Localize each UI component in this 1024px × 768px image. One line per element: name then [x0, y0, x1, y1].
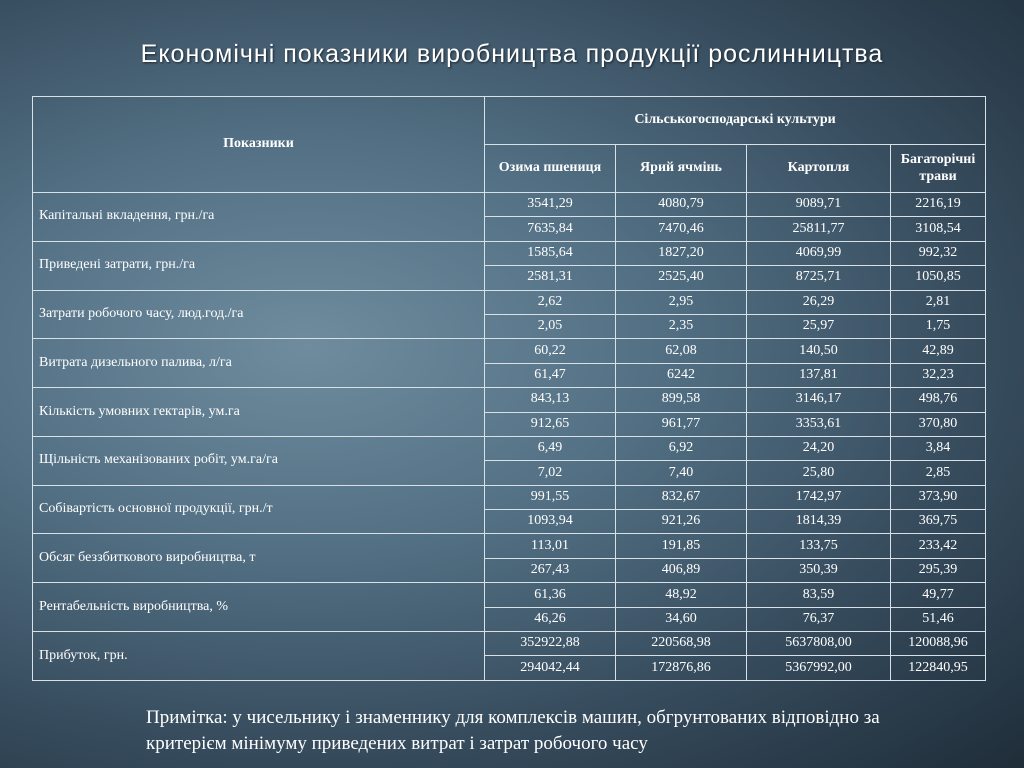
value-cell: 406,89 — [616, 558, 747, 582]
table-row — [33, 290, 986, 314]
table-row — [33, 388, 986, 412]
value-cell: 8725,71 — [747, 266, 891, 290]
value-cell: 912,65 — [485, 412, 616, 436]
indicator-label: Обсяг беззбиткового виробництва, т — [33, 534, 485, 583]
value-cell: 1,75 — [891, 314, 986, 338]
value-cell: 140,50 — [747, 339, 891, 363]
value-cell: 61,36 — [485, 583, 616, 607]
value-cell: 83,59 — [747, 583, 891, 607]
indicator-label: Прибуток, грн. — [33, 632, 485, 681]
value-cell: 961,77 — [616, 412, 747, 436]
value-cell: 9089,71 — [747, 193, 891, 217]
value-cell: 191,85 — [616, 534, 747, 558]
value-cell: 76,37 — [747, 607, 891, 631]
table-row — [33, 485, 986, 509]
indicator-label: Приведені затрати, грн./га — [33, 241, 485, 290]
table-row — [33, 436, 986, 460]
value-cell: 133,75 — [747, 534, 891, 558]
value-cell: 233,42 — [891, 534, 986, 558]
value-cell: 32,23 — [891, 363, 986, 387]
value-cell: 48,92 — [616, 583, 747, 607]
value-cell: 1093,94 — [485, 510, 616, 534]
value-cell: 61,47 — [485, 363, 616, 387]
table-row — [33, 583, 986, 607]
value-cell: 62,08 — [616, 339, 747, 363]
value-cell: 2,05 — [485, 314, 616, 338]
table-row — [33, 339, 986, 363]
value-cell: 899,58 — [616, 388, 747, 412]
value-cell: 1827,20 — [616, 241, 747, 265]
value-cell: 3146,17 — [747, 388, 891, 412]
value-cell: 3353,61 — [747, 412, 891, 436]
value-cell: 120088,96 — [891, 632, 986, 656]
value-cell: 25,80 — [747, 461, 891, 485]
value-cell: 113,01 — [485, 534, 616, 558]
value-cell: 46,26 — [485, 607, 616, 631]
value-cell: 172876,86 — [616, 656, 747, 681]
indicator-label: Капітальні вкладення, грн./га — [33, 193, 485, 242]
value-cell: 3108,54 — [891, 217, 986, 241]
value-cell: 4069,99 — [747, 241, 891, 265]
indicator-label: Рентабельність виробництва, % — [33, 583, 485, 632]
footnote: Примітка: у чисельнику і знаменнику для комплексів машин, обгрунтованих відповідно за критерієм мінімуму приведених витрат і затрат робочого часу — [146, 707, 880, 754]
crops-group-header: Сільськогосподарські культури — [485, 97, 986, 145]
value-cell: 137,81 — [747, 363, 891, 387]
value-cell: 2,35 — [616, 314, 747, 338]
crop-header: Озима пшениця — [485, 145, 616, 193]
value-cell: 7635,84 — [485, 217, 616, 241]
value-cell: 350,39 — [747, 558, 891, 582]
indicator-label: Кількість умовних гектарів, ум.га — [33, 388, 485, 437]
value-cell: 498,76 — [891, 388, 986, 412]
value-cell: 370,80 — [891, 412, 986, 436]
indicator-label: Витрата дизельного палива, л/га — [33, 339, 485, 388]
value-cell: 992,32 — [891, 241, 986, 265]
value-cell: 2,95 — [616, 290, 747, 314]
value-cell: 267,43 — [485, 558, 616, 582]
value-cell: 7,40 — [616, 461, 747, 485]
value-cell: 60,22 — [485, 339, 616, 363]
value-cell: 7470,46 — [616, 217, 747, 241]
crop-header: Ярий ячмінь — [616, 145, 747, 193]
value-cell: 2525,40 — [616, 266, 747, 290]
table-row — [33, 632, 986, 656]
economic-indicators-table — [32, 96, 986, 681]
indicator-label: Собівартість основної продукції, грн./т — [33, 485, 485, 534]
value-cell: 6,92 — [616, 436, 747, 460]
table-header — [33, 97, 986, 193]
value-cell: 1742,97 — [747, 485, 891, 509]
value-cell: 2,62 — [485, 290, 616, 314]
value-cell: 220568,98 — [616, 632, 747, 656]
crop-header: Багаторічні трави — [891, 145, 986, 193]
value-cell: 843,13 — [485, 388, 616, 412]
value-cell: 34,60 — [616, 607, 747, 631]
value-cell: 921,26 — [616, 510, 747, 534]
value-cell: 2,81 — [891, 290, 986, 314]
value-cell: 51,46 — [891, 607, 986, 631]
table-row — [33, 241, 986, 265]
value-cell: 294042,44 — [485, 656, 616, 681]
value-cell: 352922,88 — [485, 632, 616, 656]
value-cell: 1814,39 — [747, 510, 891, 534]
value-cell: 6,49 — [485, 436, 616, 460]
value-cell: 5637808,00 — [747, 632, 891, 656]
value-cell: 991,55 — [485, 485, 616, 509]
slide-title: Економічні показники виробництва продукції рослинництва — [140, 40, 884, 68]
indicator-label: Щільність механізованих робіт, ум.га/га — [33, 436, 485, 485]
value-cell: 25,97 — [747, 314, 891, 338]
value-cell: 42,89 — [891, 339, 986, 363]
value-cell: 26,29 — [747, 290, 891, 314]
value-cell: 7,02 — [485, 461, 616, 485]
value-cell: 1050,85 — [891, 266, 986, 290]
value-cell: 295,39 — [891, 558, 986, 582]
table-row — [33, 193, 986, 217]
value-cell: 5367992,00 — [747, 656, 891, 681]
value-cell: 2216,19 — [891, 193, 986, 217]
table-row — [33, 534, 986, 558]
value-cell: 4080,79 — [616, 193, 747, 217]
value-cell: 369,75 — [891, 510, 986, 534]
value-cell: 3541,29 — [485, 193, 616, 217]
value-cell: 832,67 — [616, 485, 747, 509]
table-body — [33, 193, 986, 681]
value-cell: 3,84 — [891, 436, 986, 460]
value-cell: 6242 — [616, 363, 747, 387]
value-cell: 373,90 — [891, 485, 986, 509]
value-cell: 24,20 — [747, 436, 891, 460]
indicator-header: Показники — [33, 97, 485, 193]
value-cell: 2,85 — [891, 461, 986, 485]
crop-header: Картопля — [747, 145, 891, 193]
value-cell: 122840,95 — [891, 656, 986, 681]
value-cell: 25811,77 — [747, 217, 891, 241]
value-cell: 1585,64 — [485, 241, 616, 265]
indicator-label: Затрати робочого часу, люд.год./га — [33, 290, 485, 339]
value-cell: 49,77 — [891, 583, 986, 607]
value-cell: 2581,31 — [485, 266, 616, 290]
